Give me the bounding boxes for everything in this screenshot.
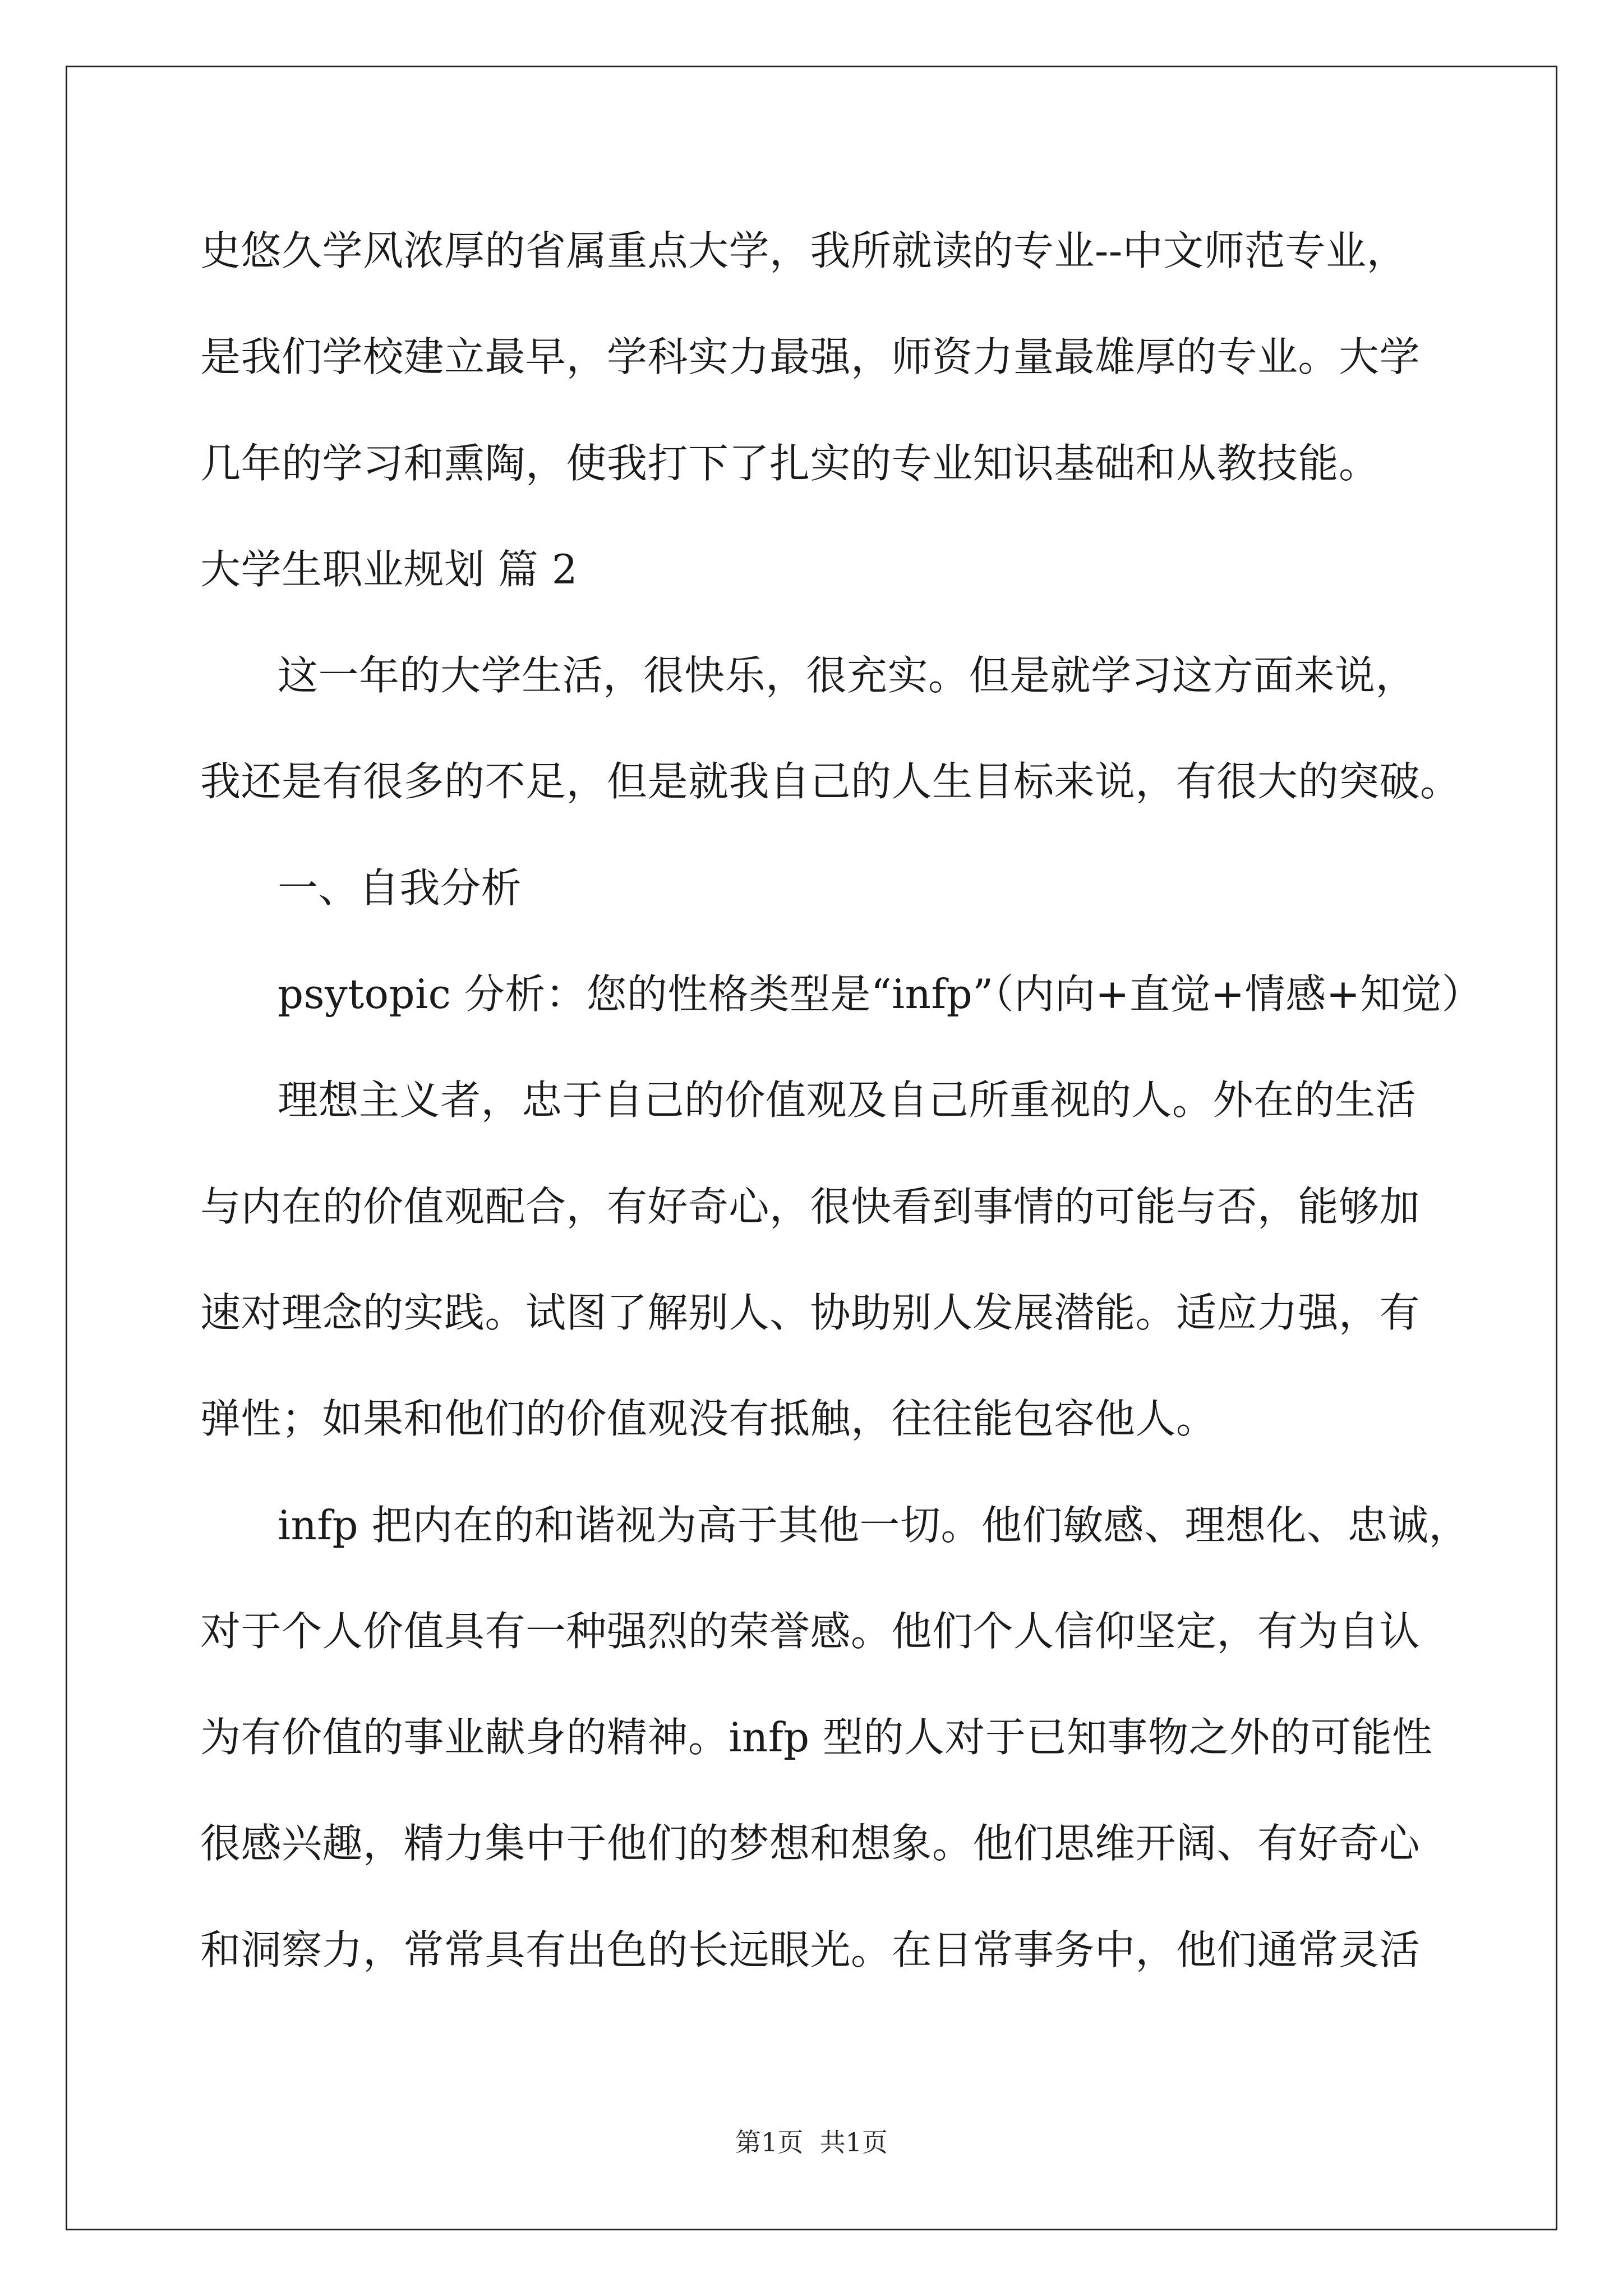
body-line: 我还是有很多的不足，但是就我自己的人生目标来说，有很大的突破。 [200, 758, 1461, 806]
body-line: 很感兴趣，精力集中于他们的梦想和想象。他们思维开阔、有好奇心 [200, 1820, 1421, 1867]
document-body [200, 198, 1535, 2003]
body-line: infp 把内在的和谐视为高于其他一切。他们敏感、理想化、忠诚， [278, 1501, 1470, 1549]
body-line: 速对理念的实践。试图了解别人、协助别人发展潜能。适应力强，有 [200, 1289, 1421, 1336]
body-line: 理想主义者，忠于自己的价值观及自己所重视的人。外在的生活 [278, 1076, 1417, 1124]
section-heading: 大学生职业规划 篇 2 [200, 545, 578, 593]
body-line: 对于个人价值具有一种强烈的荣誉感。他们个人信仰坚定，有为自认 [200, 1607, 1421, 1655]
body-line: 是我们学校建立最早，学科实力最强，师资力量最雄厚的专业。大学 [200, 333, 1421, 381]
subsection-heading: 一、自我分析 [278, 864, 522, 912]
page-number-footer: 第1页 共1页 [735, 2127, 888, 2157]
body-line: psytopic 分析：您的性格类型是“infp”（内向+直觉+情感+知觉） [278, 970, 1483, 1018]
body-line: 和洞察力，常常具有出色的长远眼光。在日常事务中，他们通常灵活 [200, 1926, 1421, 1973]
body-line: 史悠久学风浓厚的省属重点大学，我所就读的专业--中文师范专业， [200, 227, 1408, 274]
body-line: 为有价值的事业献身的精神。infp 型的人对于已知事物之外的可能性 [200, 1714, 1433, 1761]
body-line: 这一年的大学生活，很快乐，很充实。但是就学习这方面来说， [278, 652, 1417, 700]
body-line: 弹性；如果和他们的价值观没有抵触，往往能包容他人。 [200, 1395, 1217, 1443]
body-line: 与内在的价值观配合，有好奇心，很快看到事情的可能与否，能够加 [200, 1182, 1421, 1230]
body-line: 几年的学习和熏陶，使我打下了扎实的专业知识基础和从教技能。 [200, 439, 1380, 487]
